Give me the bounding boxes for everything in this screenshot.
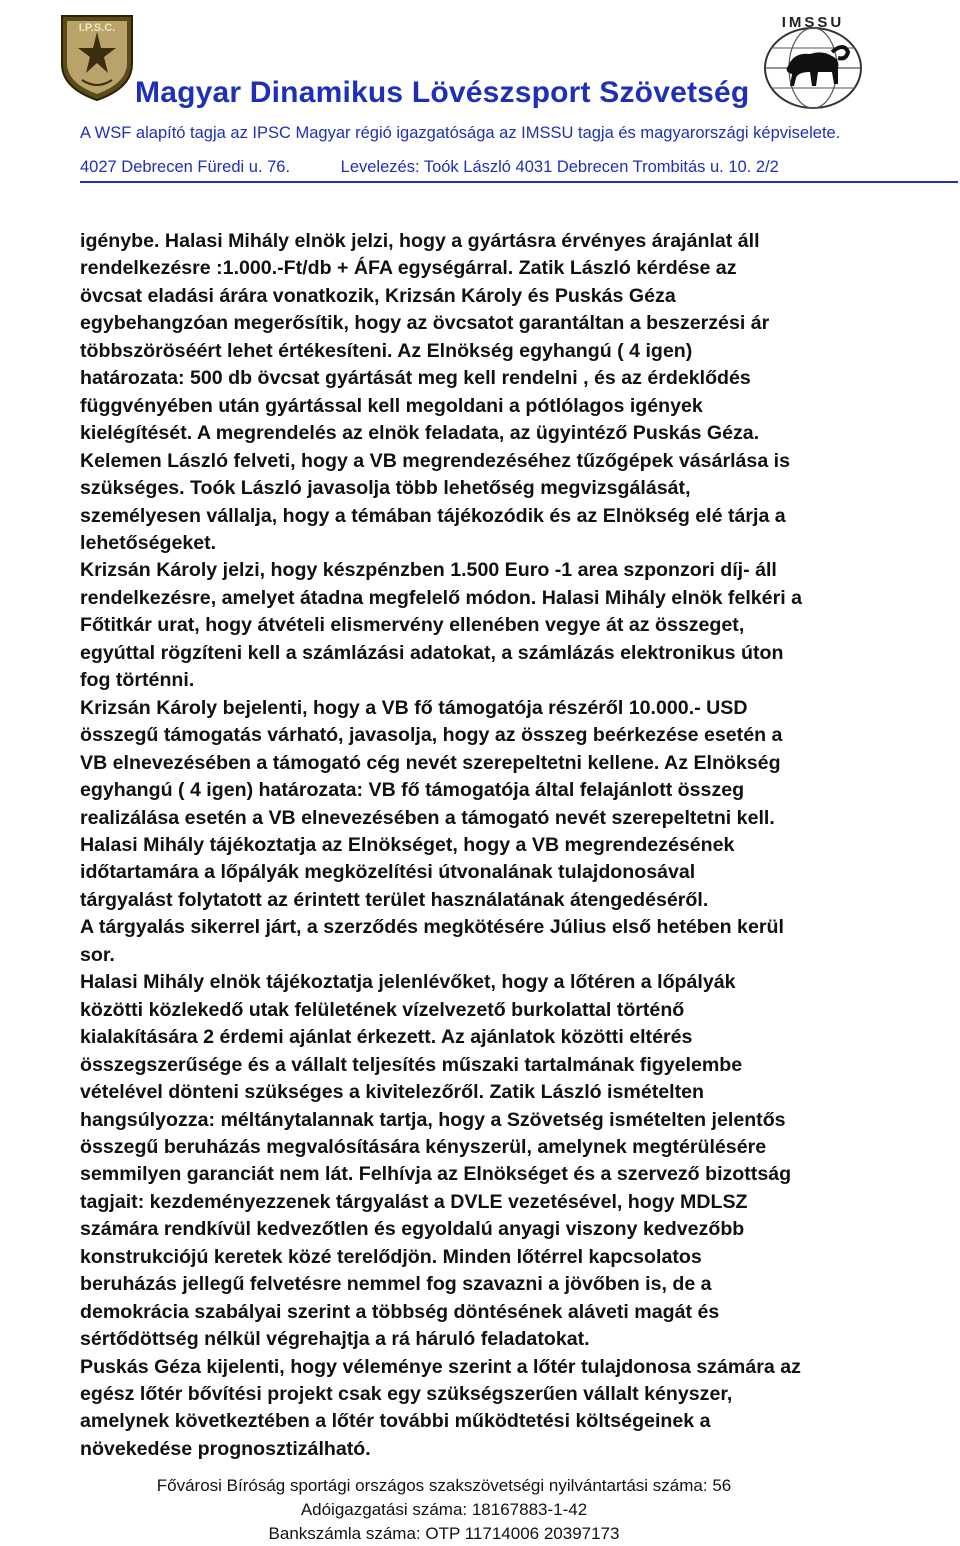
paragraph: igénybe. Halasi Mihály elnök jelzi, hogy a gyártásra érvényes árajánlat áll rendelkezésre :1.000.-Ft/db + ÁFA egységárral. Zatik László kérdése az övcsat eladási árára vonatkozik, Krizsán Károly és Puskás Géza egybehangzóan megerősítik, hogy az övcsatot garantáltan a beszerzési ár többszöröséért lehet értékesíteni. Az Elnökség egyhangú ( 4 igen) határozata: 500 db övcsat gyártását meg kell rendelni , és az érdeklődés függvényében után gyártással kell megoldani a pótlólagos igények kielégítését. A megrendelés az elnök feladata, az ügyintéző Puskás Géza. Kelemen László felveti, hogy a VB megrendezéséhez tűzőgépek vásárlása is szükséges. Toók László javasolja több lehetőség megvizsgálását, személyesen vállalja, hogy a témában tájékozódik és az Elnökség elé tárja a lehetőségeket. bbox=[80, 230, 791, 554]
minutes-body bbox=[80, 228, 940, 1463]
page-footer bbox=[0, 1474, 960, 1546]
paragraph: Krizsán Károly bejelenti, hogy a VB fő támogatója részéről 10.000.- USD összegű támogatás várható, javasolja, hogy az összeg beérkezése esetén a VB elnevezésében a támogató cég nevét szerepeltetni kellene. Az Elnökség egyhangú ( 4 igen) határozata: VB fő támogatója által felajánlott összeg realizálása esetén a VB elnevezésében a támogató nevét szerepeltetni kell. bbox=[80, 696, 783, 829]
paragraph: Krizsán Károly jelzi, hogy készpénzben 1.500 Euro -1 area szponzori díj- áll rendelkezésre, amelyet átadna megfelelő módon. Halasi Mihály elnök felkéri a Főtitkár urat, hogy átvételi elismervény ellenében vegye át az összeget, egyúttal rögzíteni kell a számlázási adatokat, a számlázás elektronikus úton fog történni. bbox=[80, 559, 802, 692]
tax-number: Adóigazgatási száma: 18167883-1-42 bbox=[300, 1500, 588, 1519]
bank-account: Bankszámla száma: OTP 11714006 20397173 bbox=[268, 1524, 620, 1543]
ipsc-logo-text: I.P.S.C. bbox=[78, 22, 116, 34]
registration-number: Fővárosi Bíróság sportági országos szakszövetségi nyilvántartási száma: 56 bbox=[156, 1476, 732, 1495]
paragraph: Halasi Mihály tájékoztatja az Elnökséget, hogy a VB megrendezésének időtartamára a lőpályák megközelítési útvonalának tulajdonosával tárgyalást folytatott az érintett terület használatának átengedéséről. bbox=[80, 833, 735, 911]
imssu-logo-text: IMSSU bbox=[781, 14, 845, 31]
mailing-address: Levelezés: Toók László 4031 Debrecen Trombitás u. 10. 2/2 bbox=[340, 158, 779, 176]
paragraph: Puskás Géza kijelenti, hogy véleménye szerint a lőtér tulajdonosa számára az egész lőtér bővítési projekt csak egy szükségszerűen vállalt kényszer, amelynek következtében a lőtér további működtetési költségeinek a növekedése prognosztizálható. bbox=[80, 1355, 801, 1460]
office-address: 4027 Debrecen Füredi u. 76. bbox=[80, 158, 291, 176]
paragraph: Halasi Mihály elnök tájékoztatja jelenlévőket, hogy a lőtéren a lőpályák közötti közlekedő utak felületének vízelvezető burkolattal történő kialakítására 2 érdemi ajánlat érkezett. Az ajánlatok közötti eltérés összegszerűsége és a vállalt teljesítés műszaki tartalmának figyelembe vételével dönteni szükséges a kivitelezőről. Zatik László ismételten hangsúlyozza: méltánytalannak tartja, hogy a Szövetség ismételten jelentős összegű beruházás megvalósítására kényszerül, amelynek megtérülésére semmilyen garanciát nem lát. Felhívja az Elnökséget és a szervező bizottság tagjait: kezdeményezzenek tárgyalást a DVLE vezetésével, hogy MDLSZ számára rendkívül kedvezőtlen és egyoldalú anyagi viszony kedvezőbb konstrukciójú keretek közé terelődjön. Minden lőtérrel kapcsolatos beruházás jellegű felvetésre nemmel fog szavazni a jövőben is, de a demokrácia szabályai szerint a többség döntésének aláveti magát és sértődöttség nélkül végrehajtja a rá háruló feladatokat. bbox=[80, 971, 792, 1351]
organization-subtitle: A WSF alapító tagja az IPSC Magyar régió igazgatósága az IMSSU tagja és magyarországi képviselete. bbox=[80, 124, 841, 142]
letterhead bbox=[0, 0, 960, 185]
header-divider bbox=[80, 181, 958, 183]
address-line bbox=[80, 158, 779, 177]
paragraph: A tárgyalás sikerrel járt, a szerződés megkötésére Július első hetében kerül sor. bbox=[80, 916, 784, 966]
organization-name: Magyar Dinamikus Lövészsport Szövetség bbox=[135, 76, 750, 109]
